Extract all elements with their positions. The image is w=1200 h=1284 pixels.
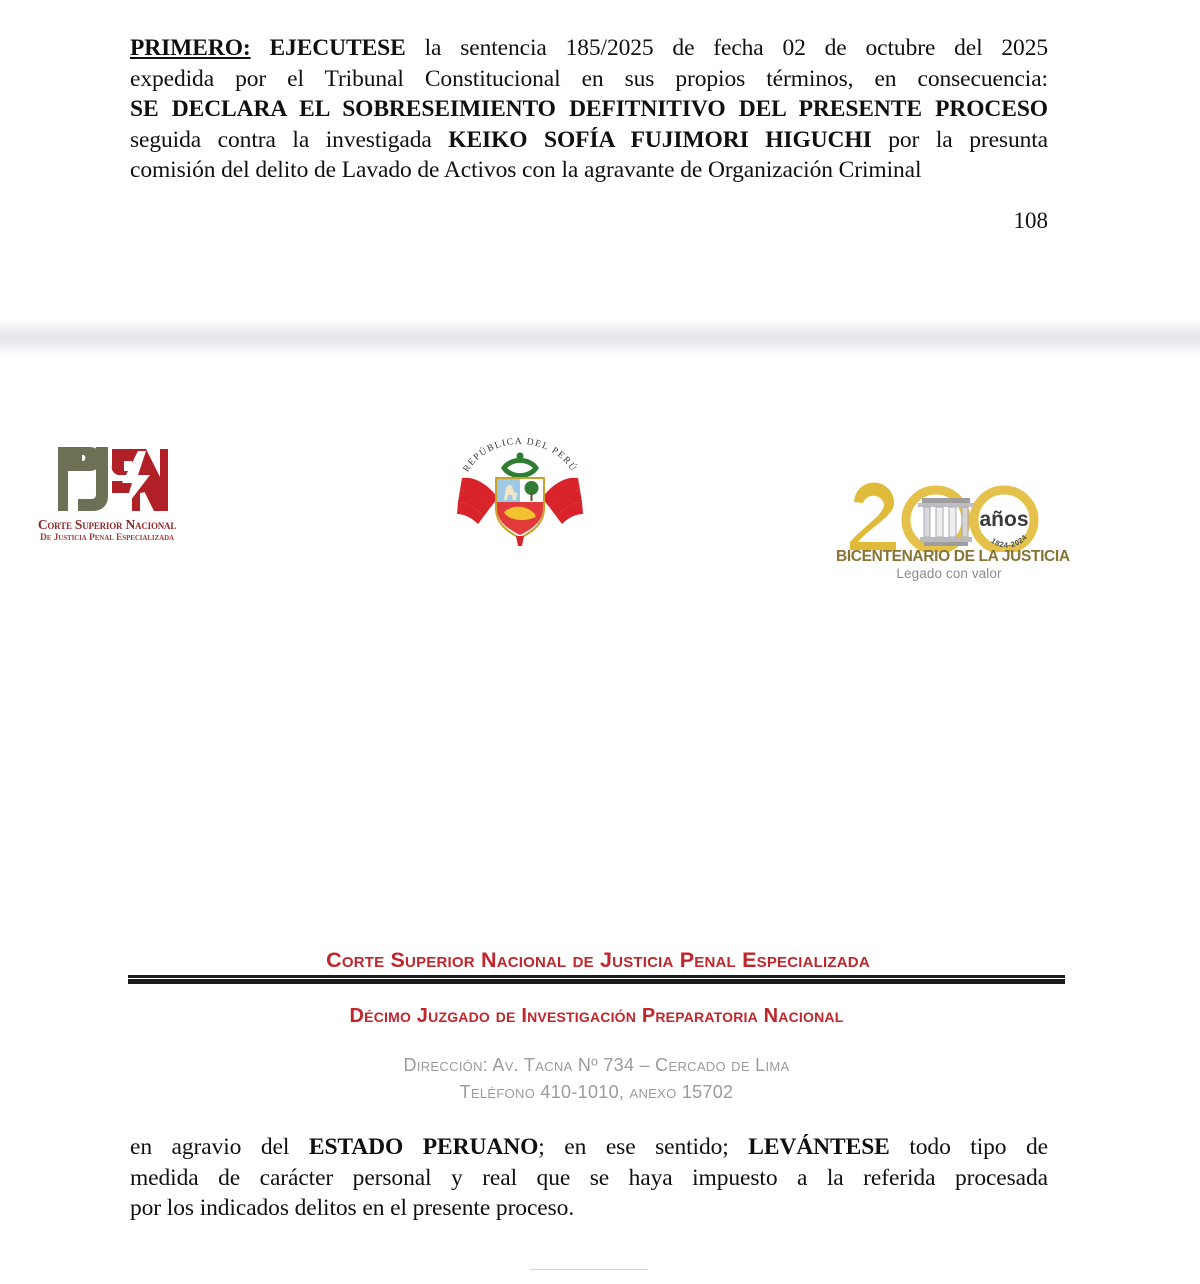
court-letterhead — [0, 360, 1200, 1102]
bicentenario-title: BICENTENARIO DE LA JUSTICIA — [836, 548, 1070, 565]
text-run: todo tipo de — [889, 1134, 1049, 1160]
text-run: comisión del delito de Lavado de Activos con la agravante de Organización Criminal — [130, 157, 922, 183]
pjsn-monogram-icon — [52, 443, 168, 515]
bicentenario-logo — [836, 482, 1070, 581]
paragraph-line — [130, 1132, 1048, 1163]
bicentenario-200-emblem-icon — [844, 482, 1056, 552]
court-title: Corte Superior Nacional de Justicia Penal Especializada — [326, 948, 870, 972]
text-run: en agravio del — [130, 1134, 309, 1160]
text-run: ; en ese sentido; — [538, 1134, 749, 1160]
text-run: KEIKO SOFÍA FUJIMORI HIGUCHI — [448, 126, 872, 153]
bicentenario-tagline: Legado con valor — [896, 566, 1002, 581]
paragraph-line — [130, 33, 1048, 64]
paragraph-line — [130, 94, 1048, 125]
text-run: expedida por el Tribunal Constitucional en sus propios términos, en consecuencia: — [130, 65, 1048, 92]
corte-superior-nacional-logo — [22, 443, 192, 548]
address-street: Dirección: Av. Tacna Nº 734 – Cercado de Lima — [403, 1055, 790, 1075]
text-run: EJECUTESE — [269, 35, 406, 61]
text-run: LEVÁNTESE — [748, 1134, 890, 1160]
bicentenario-anios-label: años — [979, 508, 1029, 531]
resolution-first-paragraph — [130, 33, 1048, 186]
text-run: la sentencia 185/2025 de fecha 02 de octubre del 2025 — [405, 35, 1049, 61]
text-run: medida de carácter personal y real que se haya impuesto a la referida procesada — [130, 1164, 1048, 1191]
resolution-second-paragraph — [130, 1132, 1048, 1224]
cutoff-text-line: ————— — [530, 1255, 648, 1281]
page-separator-band — [0, 318, 1200, 360]
paragraph-line — [130, 64, 1048, 95]
document-page-bottom — [0, 360, 1200, 1281]
text-run: SE DECLARA EL SOBRESEIMIENTO DEFITNITIVO DEL PRESENTE PROCESO — [130, 96, 1048, 122]
paragraph-line — [130, 125, 1048, 156]
peru-coat-of-arms — [440, 432, 600, 554]
escudo-nacional-icon — [440, 432, 600, 554]
text-run: ESTADO PERUANO — [308, 1134, 539, 1160]
document-page-top — [0, 0, 1200, 318]
csn-logo-line1: Corte Superior Nacional — [37, 517, 177, 532]
paragraph-line — [130, 1163, 1048, 1194]
bicentenario-date-range: 1824-2024 — [989, 532, 1030, 550]
court-subtitle: Décimo Juzgado de Investigación Preparatoria Nacional — [349, 1005, 844, 1027]
text-run: seguida contra la investigada — [130, 126, 449, 153]
address-phone: Teléfono 410-1010, anexo 15702 — [459, 1082, 734, 1102]
paragraph-line — [130, 1193, 1048, 1224]
text-run: PRIMERO: — [130, 35, 251, 61]
text-run: por los indicados delitos en el presente proceso. — [130, 1195, 575, 1221]
paragraph-line — [130, 155, 1048, 186]
header-divider-rule — [128, 978, 1065, 984]
coat-of-arms-arch-text: REPÚBLICA DEL PERÚ — [461, 436, 579, 475]
text-run — [251, 35, 270, 61]
page-number: 108 — [1013, 208, 1048, 233]
csn-logo-line2: De Justicia Penal Especializada — [40, 533, 174, 543]
text-run: por la presunta — [871, 126, 1049, 153]
